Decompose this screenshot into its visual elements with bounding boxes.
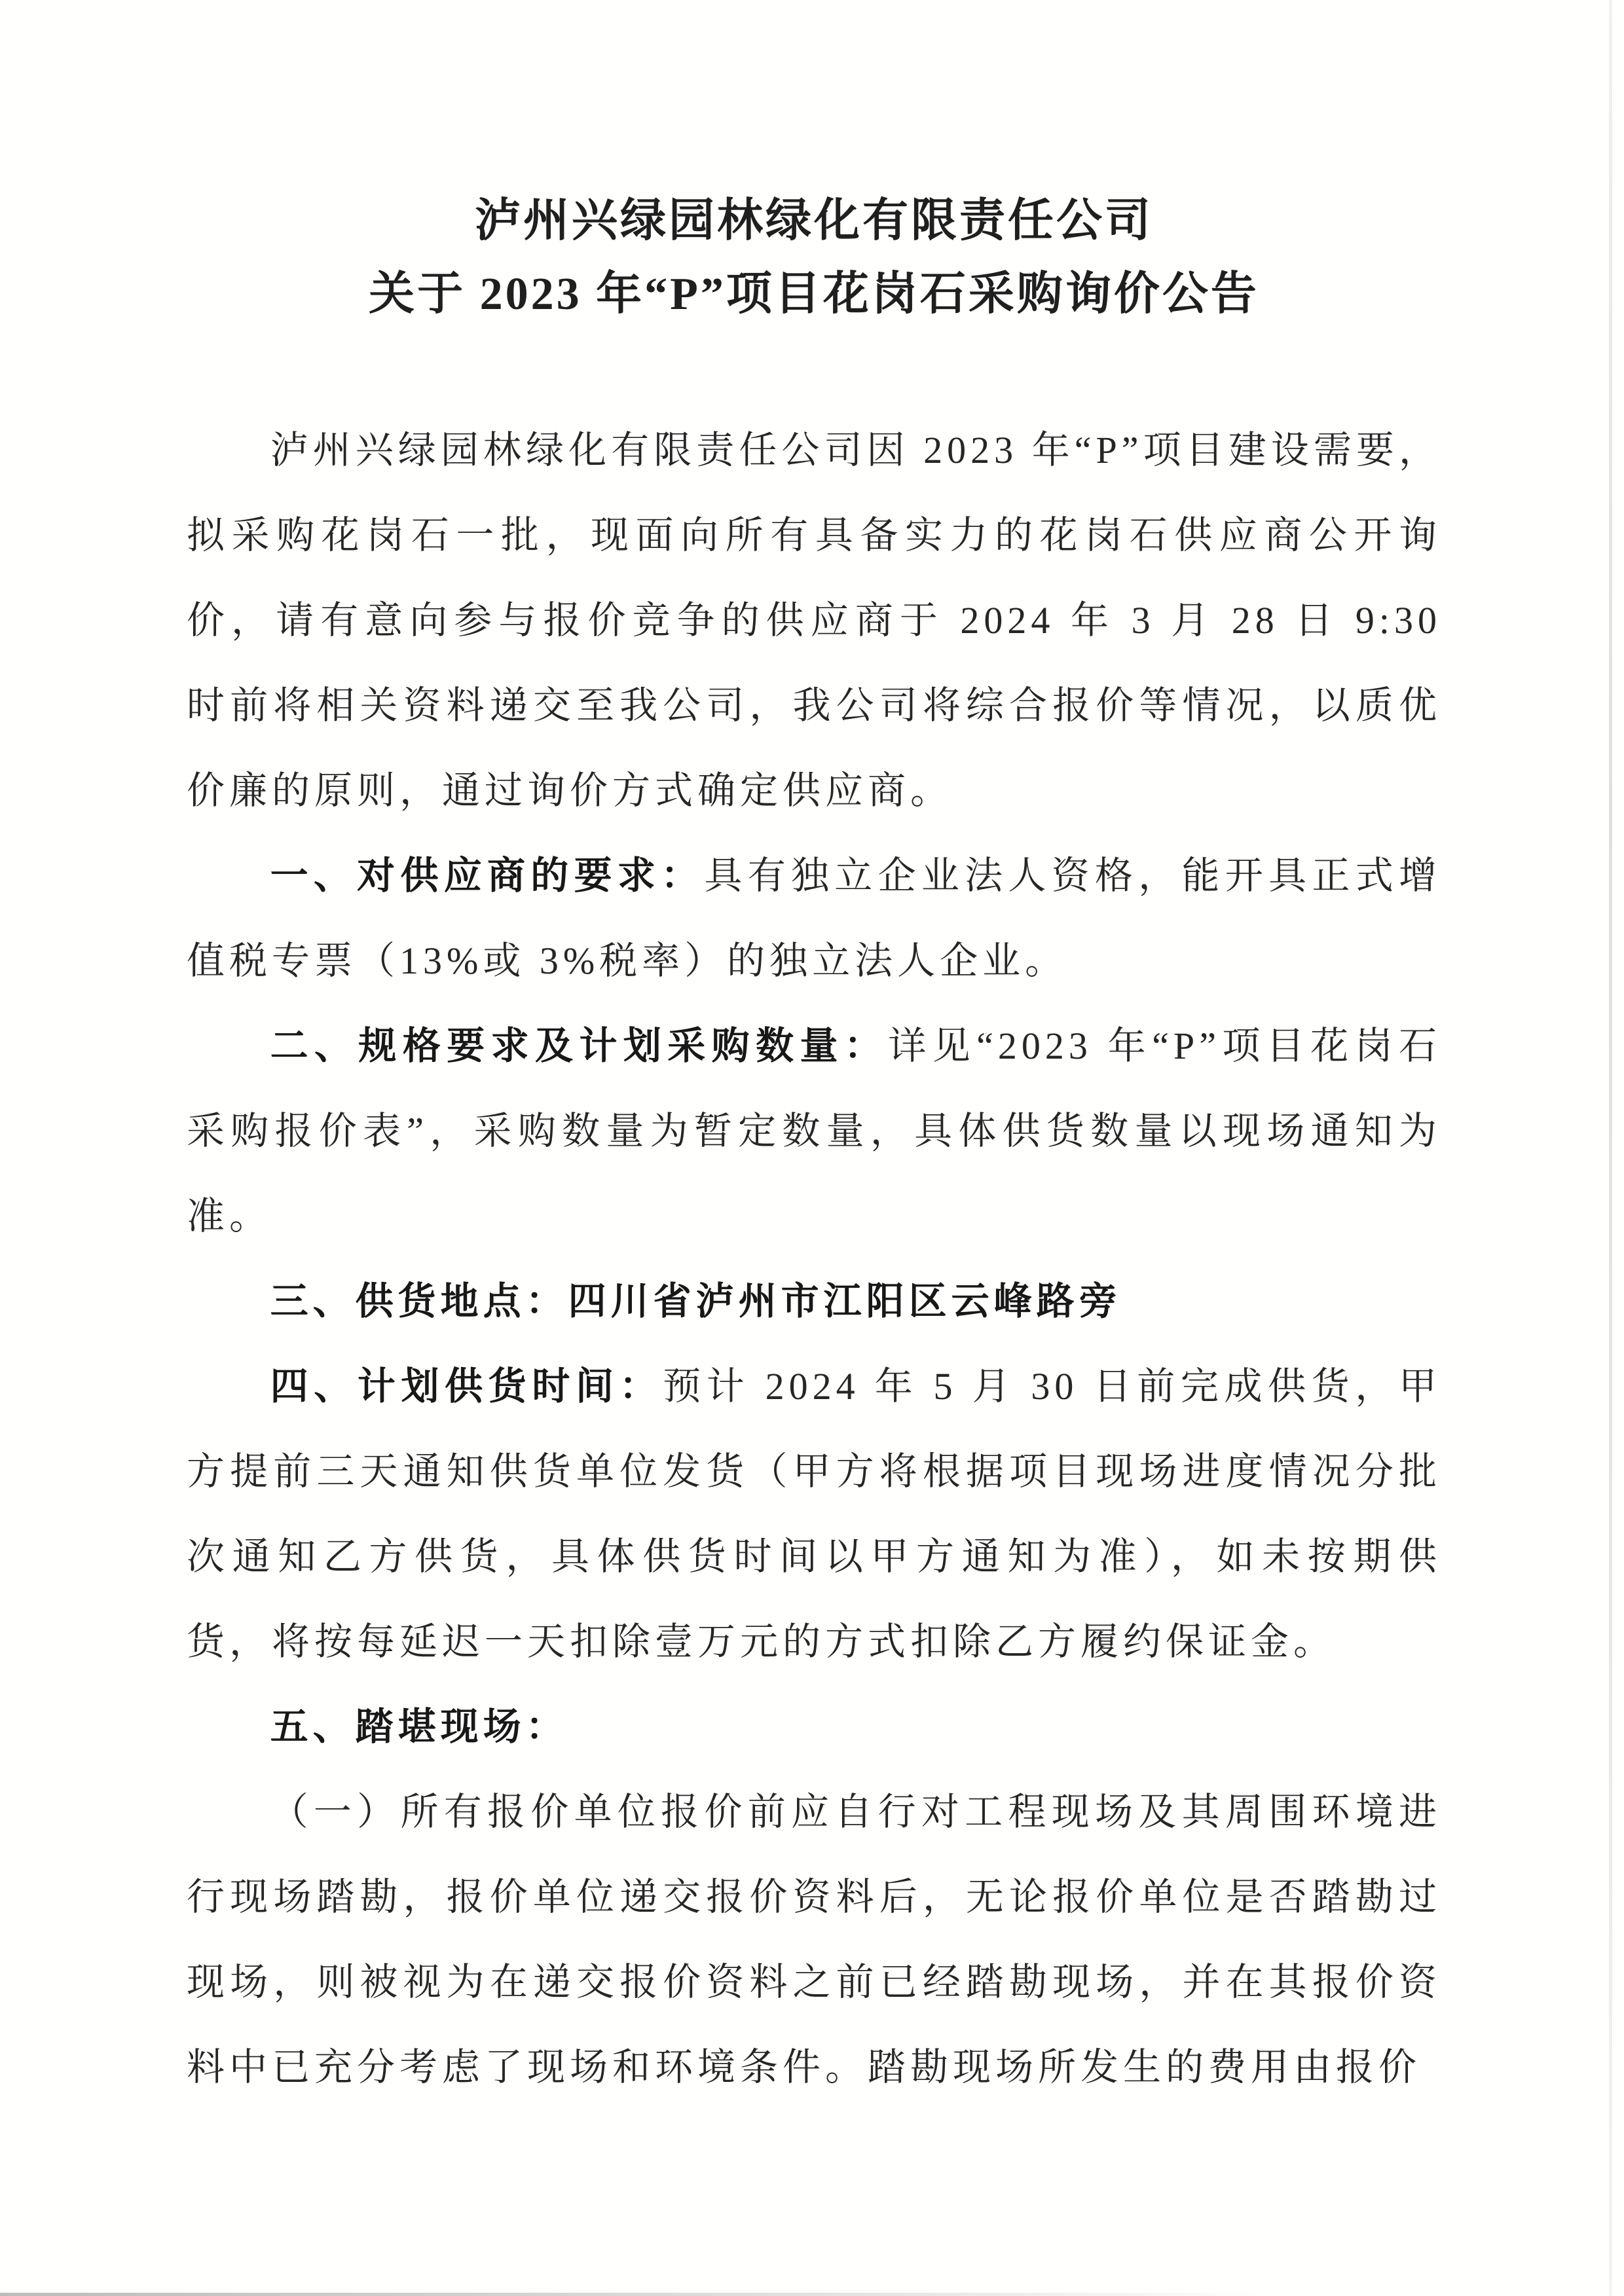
scan-edge-shadow-bottom xyxy=(0,2293,1266,2296)
paragraph xyxy=(187,1004,1441,1259)
section-heading-run: 五、踏堪现场： xyxy=(270,1705,568,1748)
scan-edge-shadow-right xyxy=(1609,0,1612,2296)
paragraph xyxy=(187,1685,1441,1770)
text-run: （一）所有报价单位报价前应自行对工程现场及其周围环境进行现场踏勘，报价单位递交报价资料后，无论报价单位是否踏勘过现场，则被视为在递交报价资料之前已经踏勘现场，并在其报价资料中已充分考虑了现场和环境条件。踏勘现场所发生的费用由报价 xyxy=(187,1791,1441,2088)
document-body xyxy=(187,408,1441,2110)
text-run: 预计 2024 年 5 月 30 日前完成供货，甲方提前三天通知供货单位发货（甲方将根据项目现场进度情况分批次通知乙方供货，具体供货时间以甲方通知为准），如未按期供货，将按每延迟一天扣除壹万元的方式扣除乙方履约保证金。 xyxy=(187,1365,1441,1663)
paragraph xyxy=(187,408,1441,833)
section-heading-run: 三、供货地点：四川省泸州市江阳区云峰路旁 xyxy=(270,1280,1122,1322)
paragraph xyxy=(187,1770,1441,2110)
paragraph xyxy=(187,833,1441,1004)
section-heading-run: 二、规格要求及计划采购数量： xyxy=(270,1025,889,1067)
paragraph xyxy=(187,1344,1441,1685)
text-run: 详见“2023 年“P”项目花岗石采购报价表”，采购数量为暂定数量，具体供货数量以现场通知为准。 xyxy=(187,1025,1441,1237)
text-run: 具有独立企业法人资格，能开具正式增值税专票（13%或 3%税率）的独立法人企业。 xyxy=(187,854,1441,982)
text-run: 泸州兴绿园林绿化有限责任公司因 2023 年“P”项目建设需要，拟采购花岗石一批，现面向所有具备实力的花岗石供应商公开询价，请有意向参与报价竞争的供应商于 2024 年 3 月 28 日 9:30 时前将相关资料递交至我公司，我公司将综合报价等情况，以质优价廉的原则，通过询价方式确定供应商。 xyxy=(187,429,1441,812)
title-line-2: 关于 2023 年“P”项目花岗石采购询价公告 xyxy=(369,269,1259,319)
title-line-1: 泸州兴绿园林绿化有限责任公司 xyxy=(475,196,1153,246)
paragraph xyxy=(187,1259,1441,1344)
section-heading-run: 一、对供应商的要求： xyxy=(270,854,705,897)
document-title xyxy=(187,185,1441,331)
section-heading-run: 四、计划供货时间： xyxy=(270,1365,663,1408)
